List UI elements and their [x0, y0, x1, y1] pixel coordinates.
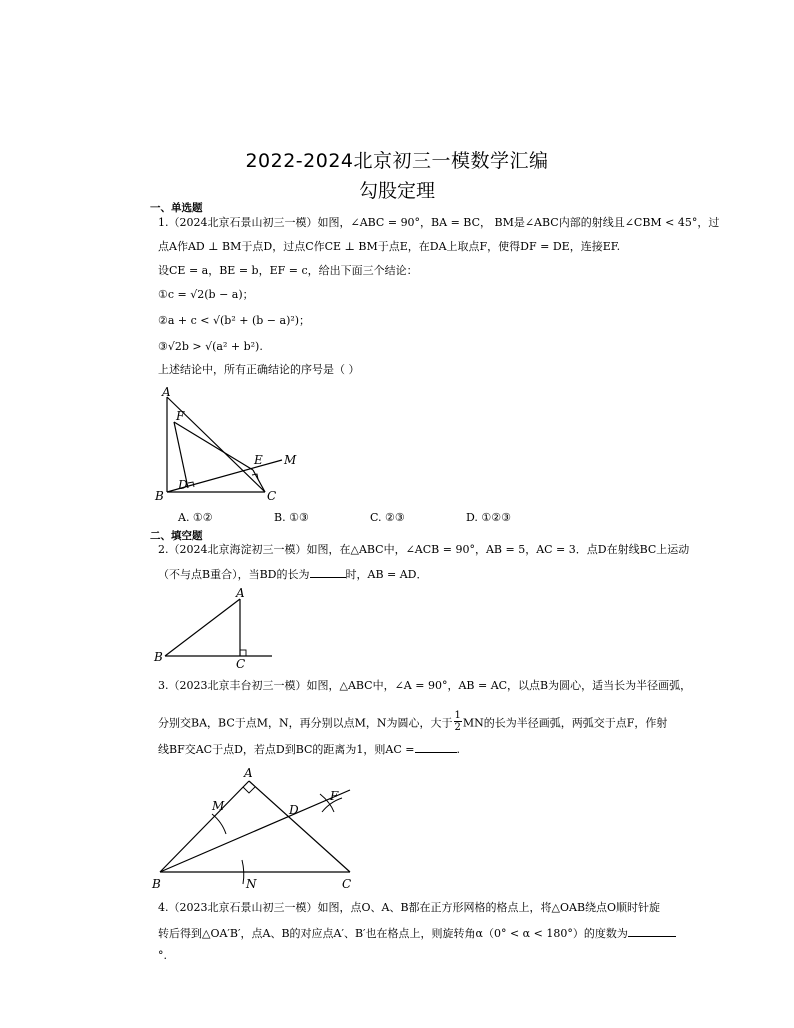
q1-line2: 点A作AD ⊥ BM于点D，过点C作CE ⊥ BM于点E，在DA上取点F，使得DF = DE，连接EF.	[158, 240, 621, 253]
q3-answer-blank[interactable]	[415, 742, 457, 753]
q1-option-a[interactable]: A. ①②	[178, 511, 213, 524]
q3-line3-start: 线BF交AC于点D，若点D到BC的距离为1，则AC =	[158, 743, 415, 756]
q3-fig-label-a: A	[244, 766, 253, 780]
q2-fig-label-b: B	[154, 650, 163, 664]
q1-question: 上述结论中，所有正确结论的序号是（ ）	[158, 363, 360, 376]
q3-figure	[150, 764, 370, 894]
q2-line2-start: （不与点B重合），当BD的长为	[158, 568, 310, 581]
q1-option-b[interactable]: B. ①③	[274, 511, 309, 524]
q1-fig-label-c: C	[267, 489, 277, 503]
q3-fig-label-b: B	[152, 877, 161, 891]
q3-line3	[158, 742, 460, 757]
q3-fig-label-n: N	[246, 877, 257, 891]
q2-line1: 2.（2024北京海淀初三一模）如图，在△ABC中，∠ACB = 90°，AB = 5，AC = 3．点D在射线BC上运动	[158, 543, 690, 556]
q1-conclusion-1: ①c = √2(b − a)；	[158, 288, 254, 301]
q2-answer-blank[interactable]	[310, 567, 346, 578]
q2-line2	[158, 567, 428, 582]
q3-line2-start: 分别交BA，BC于点M，N，再分别以点M，N为圆心，大于	[158, 716, 453, 730]
q3-line2-end: MN的长为半径画弧，两弧交于点F，作射	[462, 716, 668, 730]
q4-answer-blank[interactable]	[628, 926, 676, 937]
q1-fig-label-m: M	[284, 453, 297, 467]
q1-fig-label-e: E	[254, 453, 263, 467]
q2-line2-end: 时，AB = AD．	[345, 568, 428, 581]
q1-conclusion-3: ③√2b > √(a² + b²).	[158, 340, 263, 353]
q3-fraction-numerator: 1	[454, 710, 461, 721]
q3-line2	[158, 712, 667, 735]
document-subtitle: 勾股定理	[358, 180, 435, 202]
q1-fig-label-d: D	[178, 478, 188, 492]
q4-line2-text: 转后得到△OA′B′，点A、B的对应点A′、B′也在格点上，则旋转角α（0° < α < 180°）的度数为	[158, 927, 628, 940]
document-title: 2022-2024北京初三一模数学汇编	[245, 150, 549, 172]
q1-line1: 1.（2024北京石景山初三一模）如图，∠ABC = 90°，BA = BC， BM是∠ABC内部的射线且∠CBM < 45°，过	[158, 216, 720, 229]
q4-line3: °.	[158, 949, 167, 962]
q1-fig-label-f: F	[176, 409, 185, 423]
q2-figure	[150, 585, 280, 670]
q2-fig-label-c: C	[236, 657, 246, 670]
q3-fraction-denominator: 2	[454, 722, 461, 733]
q3-line1: 3.（2023北京丰台初三一模）如图，△ABC中，∠A = 90°，AB = AC，以点B为圆心，适当长为半径画弧，	[158, 679, 692, 692]
q2-fig-label-a: A	[236, 586, 245, 600]
q3-line3-end: .	[456, 743, 460, 756]
q1-option-c[interactable]: C. ②③	[370, 511, 405, 524]
q3-fig-label-d: D	[289, 803, 299, 817]
q3-fig-label-c: C	[342, 877, 352, 891]
q4-line1: 4.（2023北京石景山初三一模）如图，点O、A、B都在正方形网格的格点上，将△OAB绕点O顺时针旋	[158, 901, 661, 914]
q3-fig-label-m: M	[212, 799, 225, 813]
section-heading-fill-blank: 二、填空题	[150, 530, 203, 542]
q3-fig-label-f: F	[330, 789, 339, 803]
q3-fraction	[454, 710, 462, 733]
q1-fig-label-a: A	[162, 385, 171, 399]
q1-option-d[interactable]: D. ①②③	[466, 511, 512, 524]
q1-line3: 设CE = a，BE = b，EF = c，给出下面三个结论：	[158, 264, 418, 277]
q4-line2	[158, 926, 676, 941]
section-heading-single-choice: 一、单选题	[150, 202, 203, 214]
q1-figure	[150, 384, 310, 506]
q1-fig-label-b: B	[155, 489, 164, 503]
q1-conclusion-2: ②a + c < √(b² + (b − a)²)；	[158, 314, 311, 327]
